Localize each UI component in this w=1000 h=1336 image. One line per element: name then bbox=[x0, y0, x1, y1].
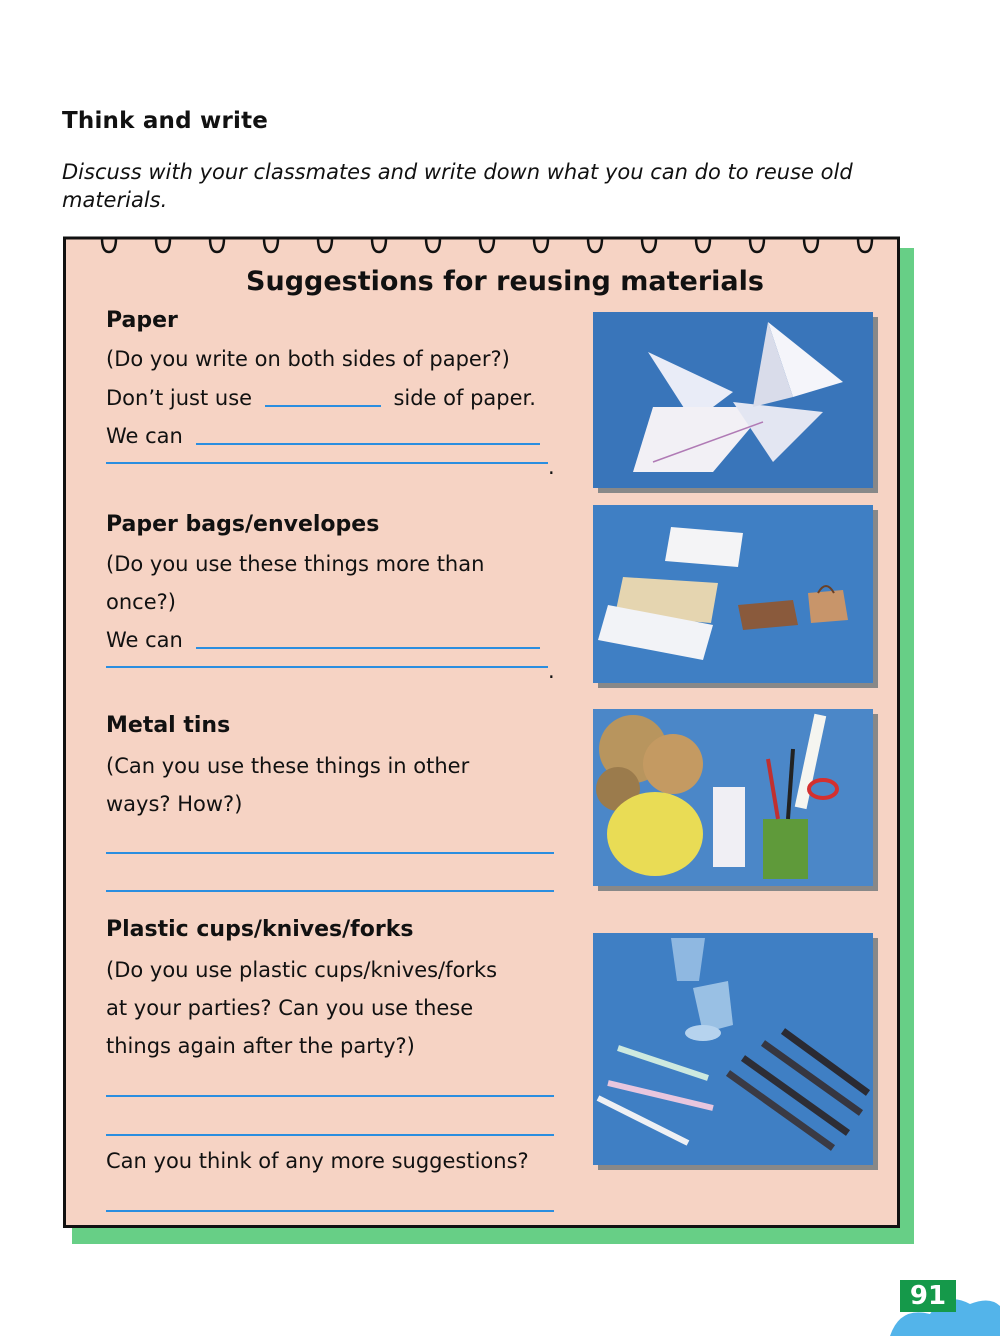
question-line: at your parties? Can you use these bbox=[106, 996, 474, 1020]
end-mark: . bbox=[548, 455, 555, 479]
spiral-ring bbox=[588, 238, 602, 252]
answer-line[interactable] bbox=[106, 852, 554, 854]
spiral-ring bbox=[156, 238, 170, 252]
spiral-ring bbox=[264, 238, 278, 252]
answer-line[interactable] bbox=[106, 1210, 554, 1212]
spiral-ring bbox=[480, 238, 494, 252]
answer-line[interactable] bbox=[106, 462, 548, 464]
spiral-ring bbox=[750, 238, 764, 252]
spiral-ring bbox=[102, 238, 116, 252]
sentence-before: Don’t just use bbox=[106, 386, 253, 410]
spiral-ring bbox=[858, 238, 872, 252]
question-line: ways? How?) bbox=[106, 792, 243, 816]
prompt-paper bbox=[106, 417, 540, 455]
prompt-label: We can bbox=[106, 424, 183, 448]
prompt-label: We can bbox=[106, 628, 183, 652]
spiral-ring bbox=[804, 238, 818, 252]
answer-line[interactable] bbox=[106, 1134, 554, 1136]
sentence-after: side of paper. bbox=[393, 386, 536, 410]
section-title-bags-envelopes: Paper bags/envelopes bbox=[106, 512, 380, 537]
photo-metal-tins bbox=[593, 709, 873, 886]
spiral-ring bbox=[426, 238, 440, 252]
spiral-ring bbox=[318, 238, 332, 252]
spiral-ring bbox=[642, 238, 656, 252]
spiral-ring bbox=[372, 238, 386, 252]
end-mark: . bbox=[548, 659, 555, 683]
prompt-bags bbox=[106, 621, 540, 659]
page-number: 91 bbox=[900, 1280, 956, 1312]
section-title-plastic: Plastic cups/knives/forks bbox=[106, 917, 414, 942]
question-line: (Do you use plastic cups/knives/forks bbox=[106, 958, 498, 982]
answer-line[interactable] bbox=[196, 421, 540, 445]
question-paper: (Do you write on both sides of paper?) bbox=[106, 347, 510, 371]
answer-line[interactable] bbox=[106, 666, 548, 668]
photo-folded-paper bbox=[593, 312, 873, 488]
closing-question: Can you think of any more suggestions? bbox=[106, 1149, 529, 1173]
question-line: (Do you use these things more than bbox=[106, 552, 485, 576]
answer-line[interactable] bbox=[106, 890, 554, 892]
answer-line[interactable] bbox=[196, 625, 540, 649]
question-line: once?) bbox=[106, 590, 176, 614]
photo-plastic-cutlery bbox=[593, 933, 873, 1165]
spiral-ring bbox=[210, 238, 224, 252]
spiral-binding bbox=[63, 232, 900, 258]
answer-blank-side[interactable] bbox=[265, 383, 381, 407]
section-heading: Think and write bbox=[62, 108, 269, 134]
section-title-metal-tins: Metal tins bbox=[106, 713, 231, 738]
photo-bags-envelopes bbox=[593, 505, 873, 683]
fill-sentence-paper bbox=[106, 379, 536, 417]
question-line: things again after the party?) bbox=[106, 1034, 415, 1058]
section-title-paper: Paper bbox=[106, 308, 178, 333]
spiral-ring bbox=[534, 238, 548, 252]
card-title: Suggestions for reusing materials bbox=[246, 266, 764, 297]
instructions: Discuss with your classmates and write down what you can do to reuse old materials. bbox=[62, 160, 853, 212]
spiral-ring bbox=[696, 238, 710, 252]
question-line: (Can you use these things in other bbox=[106, 754, 470, 778]
answer-line[interactable] bbox=[106, 1095, 554, 1097]
